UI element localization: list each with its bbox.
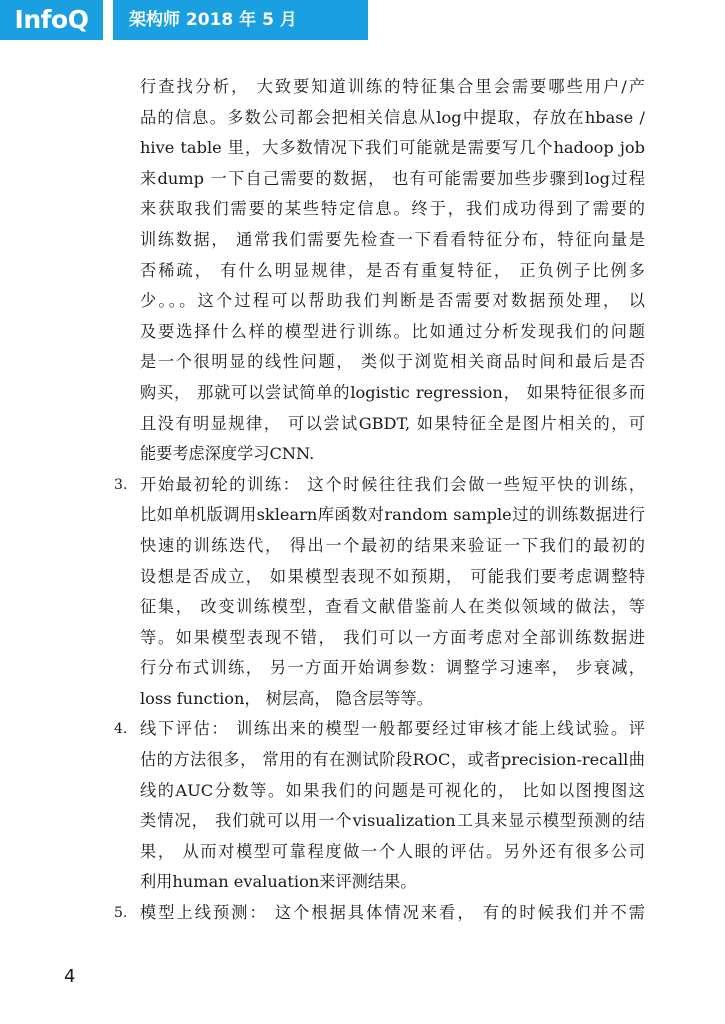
intro-paragraph	[140, 72, 645, 470]
text-line: 训练数据， 通常我们需要先检查一下看看特征分布，特征向量是	[140, 229, 645, 249]
text-line: 及要选择什么样的模型进行训练。比如通过分析发现我们的问题	[140, 321, 645, 341]
article-body	[114, 72, 645, 929]
text-line: 线下评估： 训练出来的模型一般都要经过审核才能上线试验。评	[140, 719, 645, 739]
text-line: 征集， 改变训练模型，查看文献借鉴前人在类似领域的做法，等	[140, 597, 645, 617]
text-line: 行分布式训练， 另一方面开始调参数：调整学习速率， 步衰减，	[140, 658, 645, 678]
text-line: 线的AUC分数等。如果我们的问题是可视化的， 比如以图搜图这	[140, 780, 645, 800]
list-number: 4.	[114, 721, 128, 738]
infoq-logo: InfoQ	[0, 0, 103, 40]
text-line: 且没有明显规律， 可以尝试GBDT, 如果特征全是图片相关的，可	[140, 413, 645, 433]
text-line: 等。如果模型表现不错， 我们可以一方面考虑对全部训练数据进	[140, 627, 645, 647]
text-line: 购买， 那就可以尝试简单的logistic regression， 如果特征很多而	[140, 382, 645, 402]
list-number: 5.	[114, 905, 128, 922]
list-number: 3.	[114, 476, 128, 493]
list-item-5	[114, 898, 645, 929]
text-line: 来获取我们需要的某些特定信息。终于，我们成功得到了需要的	[140, 199, 645, 219]
list-item-3	[114, 470, 645, 715]
text-line: 行查找分析， 大致要知道训练的特征集合里会需要哪些用户/产	[140, 77, 645, 96]
text-line: 果， 从而对模型可靠程度做一个人眼的评估。另外还有很多公司	[140, 841, 645, 861]
issue-label: 架构师 2018 年 5 月	[113, 0, 368, 40]
text-line: 模型上线预测： 这个根据具体情况来看， 有的时候我们并不需	[140, 903, 645, 923]
text-line: 快速的训练迭代， 得出一个最初的结果来验证一下我们的最初的	[140, 535, 645, 555]
list-item-4	[114, 714, 645, 898]
text-line: 少。。。这个过程可以帮助我们判断是否需要对数据预处理， 以	[140, 291, 645, 311]
text-line: 类情况， 我们就可以用一个visualization工具来显示模型预测的结	[140, 811, 645, 831]
text-line: 比如单机版调用sklearn库函数对random sample过的训练数据进行	[140, 505, 645, 525]
text-line: 来dump 一下自己需要的数据， 也有可能需要加些步骤到log过程	[140, 168, 645, 188]
text-line: 否稀疏， 有什么明显规律，是否有重复特征， 正负例子比例多	[140, 260, 645, 280]
text-line: 品的信息。多数公司都会把相关信息从log中提取，存放在hbase /	[140, 107, 645, 127]
text-line: 利用human evaluation来评测结果。	[140, 872, 417, 892]
text-line: 估的方法很多， 常用的有在测试阶段ROC，或者precision-recall曲	[140, 750, 645, 770]
text-line: hive table 里，大多数情况下我们可能就是需要写几个hadoop job	[140, 138, 645, 158]
page-header	[0, 0, 725, 40]
page-number: 4	[64, 966, 76, 987]
text-line: 设想是否成立， 如果模型表现不如预期， 可能我们要考虑调整特	[140, 566, 645, 586]
text-line: 是一个很明显的线性问题， 类似于浏览相关商品时间和最后是否	[140, 352, 645, 372]
text-line: 能要考虑深度学习CNN.	[140, 444, 315, 464]
text-line: 开始最初轮的训练： 这个时候往往我们会做一些短平快的训练，	[140, 474, 645, 494]
text-line: loss function， 树层高， 隐含层等等。	[140, 688, 433, 708]
